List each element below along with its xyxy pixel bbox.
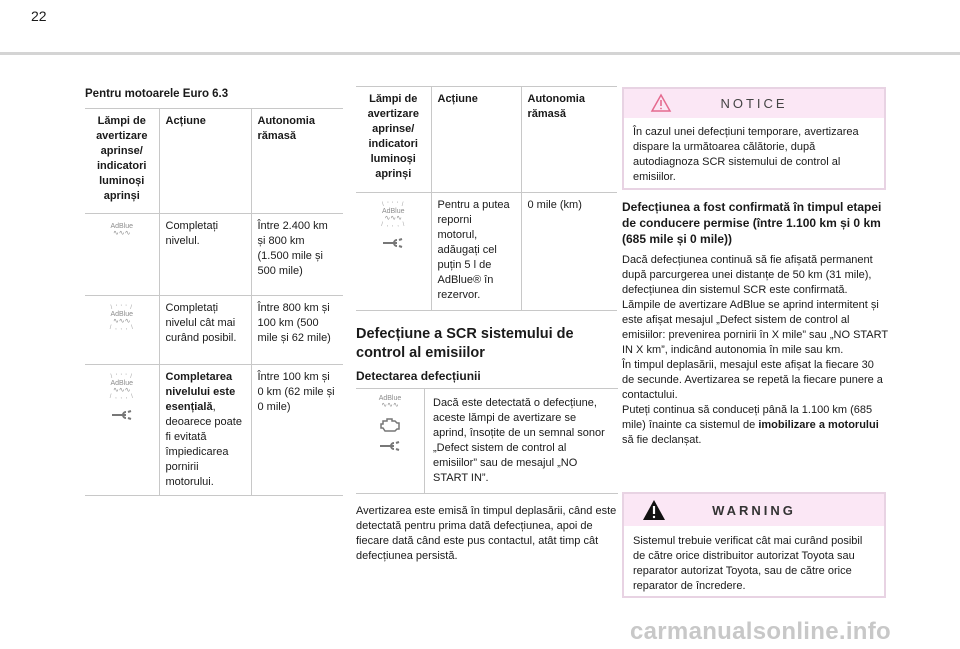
warning-title: WARNING bbox=[712, 502, 796, 518]
lamp-cell bbox=[85, 214, 159, 296]
confirmed-body bbox=[622, 253, 888, 448]
lamp-cell bbox=[85, 365, 159, 496]
detect-title: Detectarea defecțiunii bbox=[356, 369, 481, 383]
header-lamps: Lămpi de avertizare aprinse/ indicatori luminoși aprinși bbox=[85, 109, 159, 214]
table-header-row bbox=[356, 87, 617, 193]
table-row bbox=[85, 214, 343, 296]
engine-subtitle: Pentru motoarele Euro 6.3 bbox=[85, 88, 229, 100]
header-range: Autonomia rămasă bbox=[251, 109, 343, 214]
engine-icon bbox=[378, 416, 402, 434]
action-cell: Completați nivelul cât mai curând posibil. bbox=[159, 296, 251, 365]
header-action: Acțiune bbox=[431, 87, 521, 193]
lamp-cell bbox=[356, 193, 431, 311]
table-row bbox=[356, 193, 617, 311]
action-rest-text: , deoarece poate fi evitată împiedicarea pornirii motorului. bbox=[165, 401, 242, 488]
range-cell: Între 100 km și 0 km (62 mile și 0 mile) bbox=[251, 365, 343, 496]
table-row bbox=[85, 296, 343, 365]
confirmed-p3: În timpul deplasării, mesajul este afișat la fiecare 30 de secunde. Avertizarea se repetă la fiecare punere a contactului. bbox=[622, 359, 883, 401]
adblue-icon: AdBlue ∿∿∿ bbox=[378, 395, 402, 409]
table-row bbox=[85, 365, 343, 496]
action-bold-text: Completarea nivelului este esențială bbox=[165, 371, 236, 413]
confirmed-p4: Puteți continua să conduceți până la 1.100 km (685 mile) înainte ca sistemul de imobilizare a motorului să fie declanșat. bbox=[622, 404, 879, 446]
warning-box bbox=[622, 492, 886, 598]
watermark: carmanualsonline.info bbox=[630, 618, 892, 645]
range-cell: Între 800 km și 100 km (500 mile și 62 mile) bbox=[251, 296, 343, 365]
action-cell: Completați nivelul. bbox=[159, 214, 251, 296]
notice-text: În cazul unei defecțiuni temporare, avertizarea dispare la următoarea călătorie, după autodiagnoza SCR sistemului de control al emisiilor. bbox=[633, 126, 859, 183]
confirmed-p2: Lămpile de avertizare AdBlue se aprind intermitent și este afișat mesajul „Defect sistem de control al emisiilor: prevenirea pornirii în X mile” sau „NO START IN X km”, indicând autonomia în mile sau km. bbox=[622, 299, 888, 356]
page-number: 22 bbox=[31, 8, 47, 24]
section-title: Defecțiune a SCR sistemului de control al emisiilor bbox=[356, 326, 574, 361]
header-action: Acțiune bbox=[159, 109, 251, 214]
caution-triangle-icon bbox=[650, 93, 672, 113]
warning-lamps-table-2 bbox=[356, 86, 617, 311]
adblue-blinking-icon: \ ' ' ' / AdBlue ∿∿∿ / , , , \ bbox=[109, 305, 134, 331]
adblue-icon: AdBlue ∿∿∿ bbox=[110, 223, 134, 237]
notice-title: NOTICE bbox=[720, 96, 788, 111]
immobilizer-bold: imobilizare a motorului bbox=[758, 419, 879, 431]
wrench-icon bbox=[382, 238, 404, 248]
adblue-blinking-icon: \ ' ' ' / AdBlue ∿∿∿ / , , , \ bbox=[381, 202, 406, 228]
notice-header bbox=[624, 89, 884, 118]
action-cell: Pentru a putea reporni motorul, adăugați cel puțin 5 l de AdBlue® în rezervor. bbox=[431, 193, 521, 311]
range-cell: 0 mile (km) bbox=[521, 193, 617, 311]
adblue-blinking-icon: \ ' ' ' / AdBlue ∿∿∿ / , , , \ bbox=[109, 374, 134, 400]
range-cell: Între 2.400 km și 800 km (1.500 mile și 500 mile) bbox=[251, 214, 343, 296]
lamp-cell bbox=[85, 296, 159, 365]
confirmed-title: Defecțiunea a fost confirmată în timpul etapei de conducere permise (între 1.100 km și 0 km (685 mile și 0 mile)) bbox=[622, 200, 882, 246]
table-header-row bbox=[85, 109, 343, 214]
header-lamps: Lămpi de avertizare aprinse/ indicatori luminoși aprinși bbox=[356, 87, 431, 193]
header-range: Autonomia rămasă bbox=[521, 87, 617, 193]
wrench-icon bbox=[379, 441, 401, 451]
warning-text: Sistemul trebuie verificat cât mai curând posibil de către orice distribuitor autorizat Toyota sau reparator autorizat Toyota, sau de către orice reparator de încredere. bbox=[633, 535, 863, 592]
wrench-icon bbox=[111, 410, 133, 420]
action-cell bbox=[159, 365, 251, 496]
after-detect-paragraph: Avertizarea este emisă în timpul deplasării, când este detectată pentru prima dată defecțiunea, apoi de fiecare dată când este pus contactul, atât timp cât defecțiunea persistă. bbox=[356, 505, 617, 562]
notice-box bbox=[622, 87, 886, 190]
warning-triangle-icon bbox=[642, 499, 666, 521]
confirmed-p1: Dacă defecțiunea continuă să fie afișată permanent după parcurgerea unei distanțe de 50 km (31 mile), defecțiunea din sistemul SCR este confirmată. bbox=[622, 254, 873, 296]
detect-icon-column bbox=[356, 389, 425, 493]
detect-box bbox=[356, 388, 618, 494]
detect-text: Dacă este detectată o defecțiune, aceste lămpi de avertizare se aprind, însoțite de un semnal sonor „Defect sistem de control al emisiilor” sau de mesajul „NO START IN”. bbox=[433, 397, 605, 484]
header-divider bbox=[0, 52, 960, 55]
warning-lamps-table-1 bbox=[85, 108, 343, 496]
warning-header bbox=[624, 494, 884, 526]
